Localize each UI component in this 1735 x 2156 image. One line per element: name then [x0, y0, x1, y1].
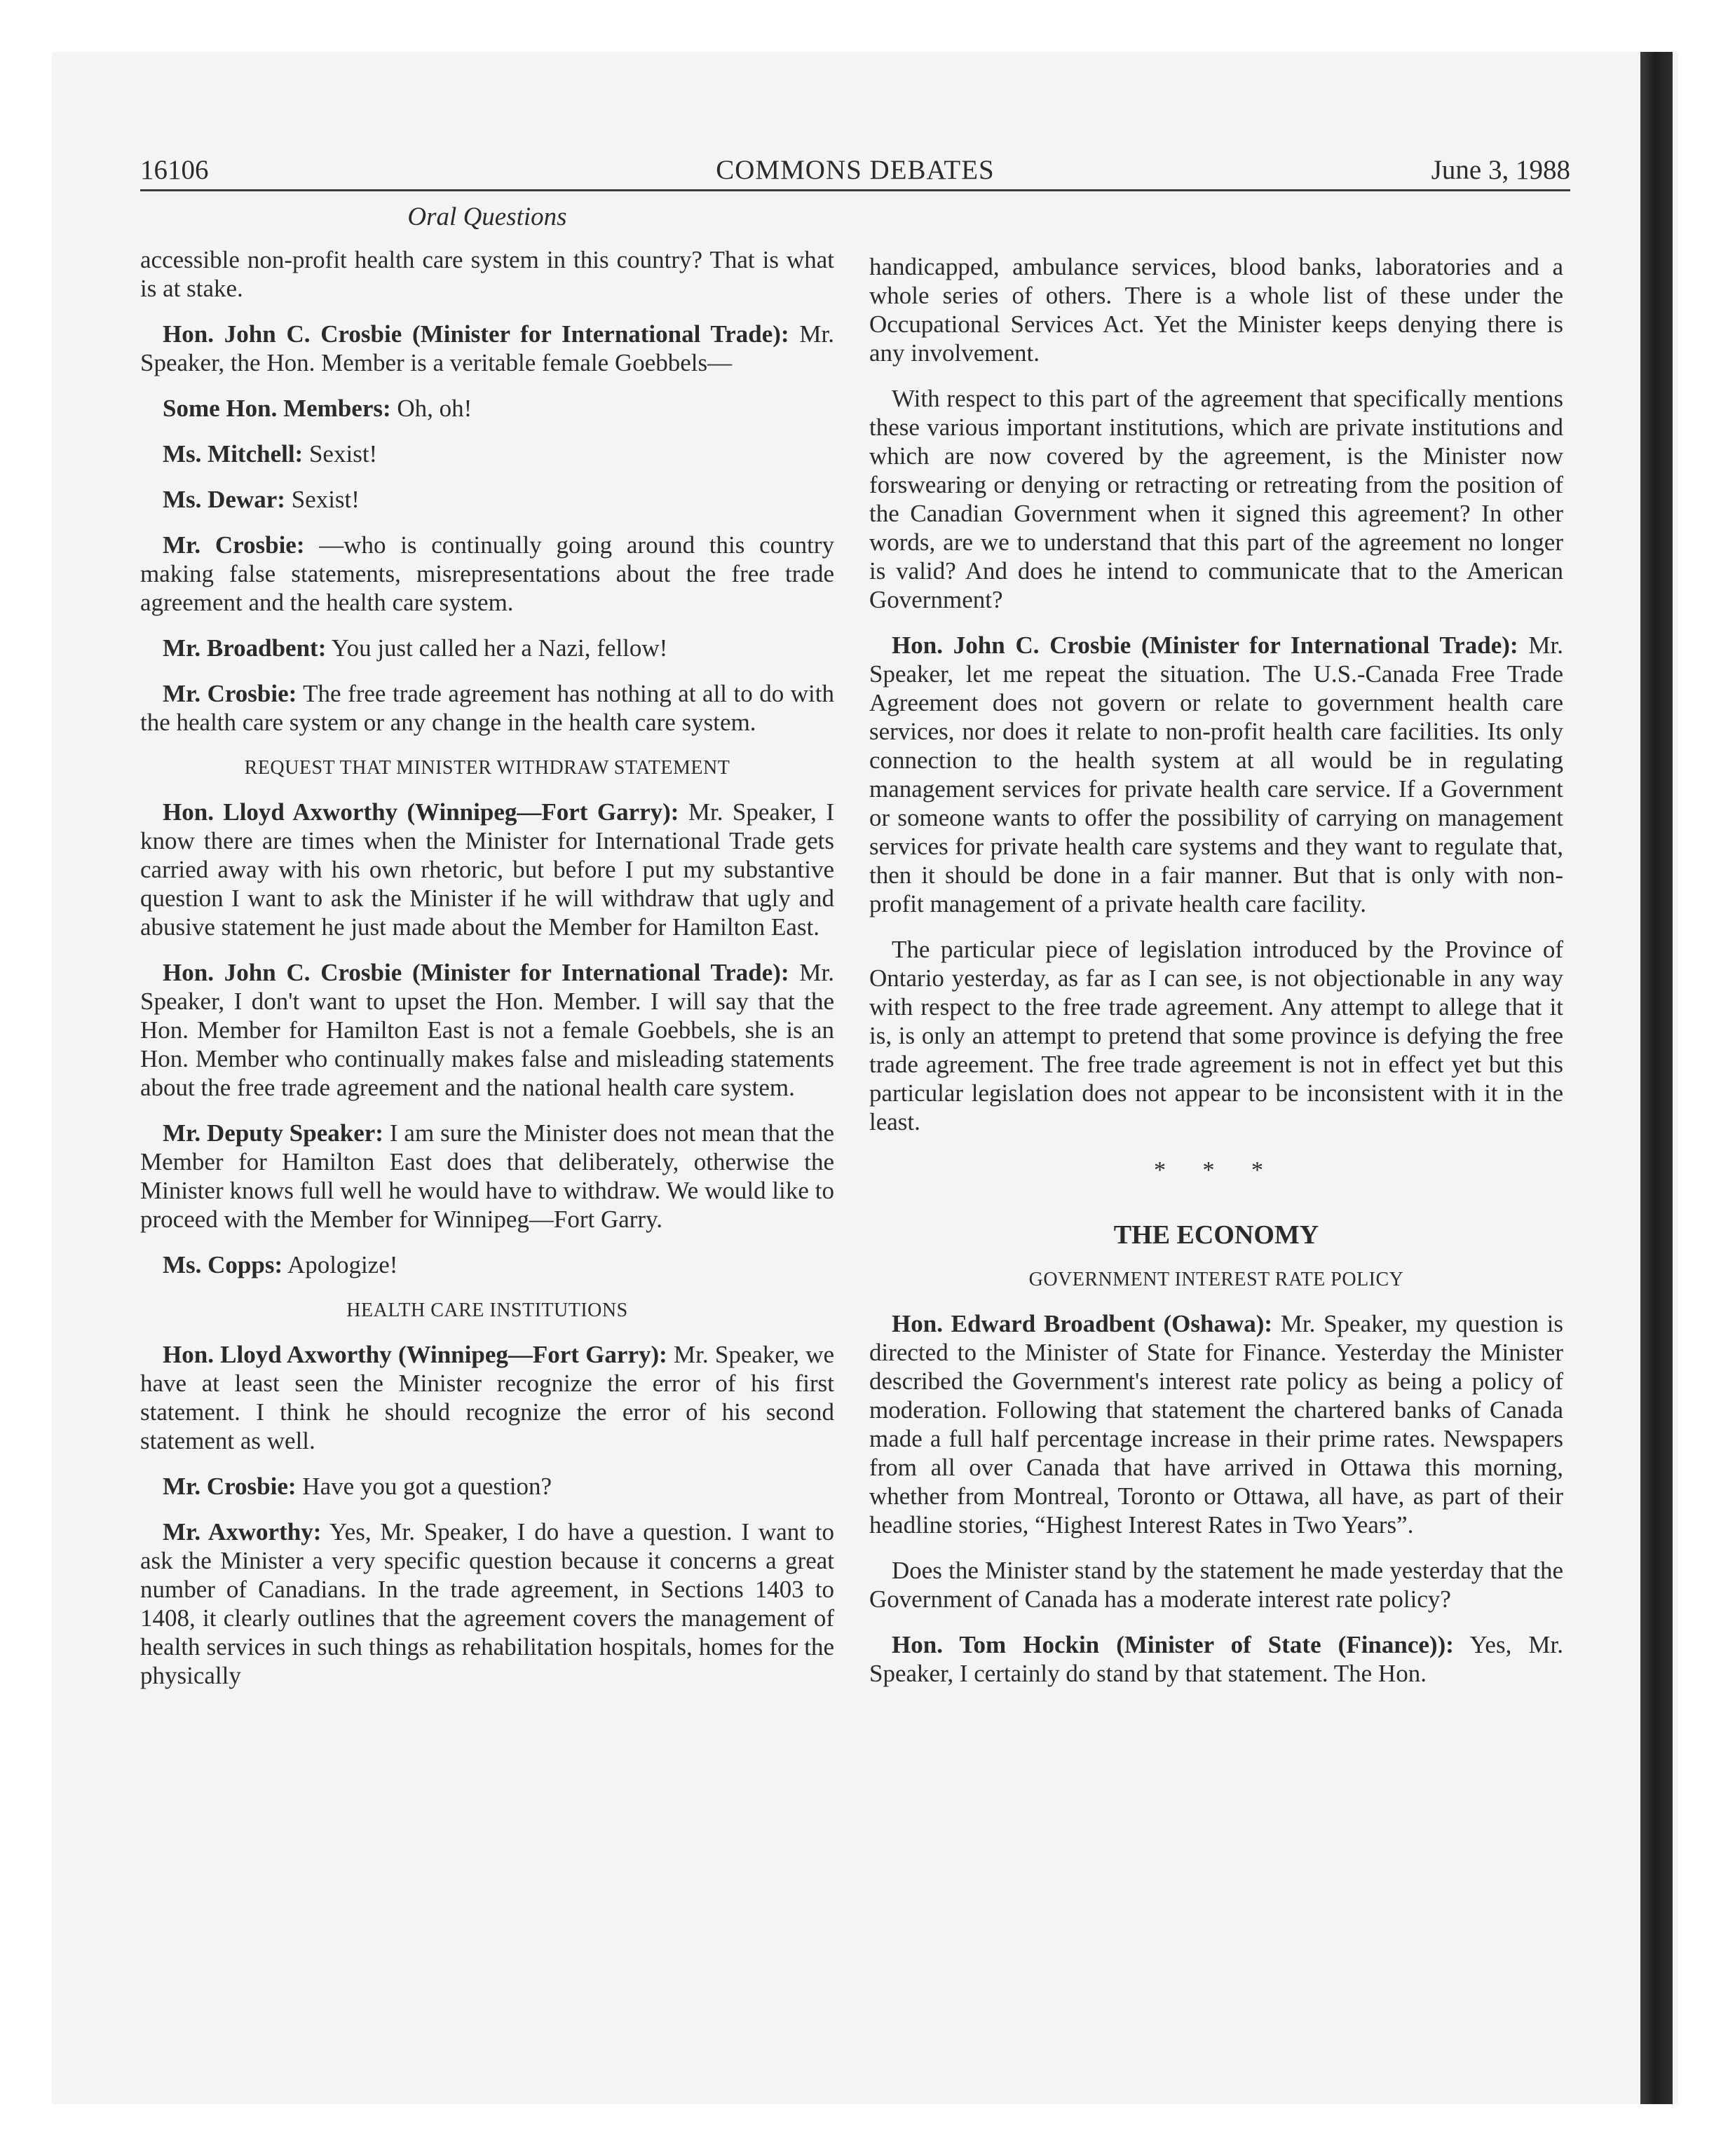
paragraph [140, 958, 834, 1102]
paragraph [140, 394, 834, 423]
speaker-name: Mr. Crosbie: [163, 531, 305, 559]
speaker-name: Mr. Deputy Speaker: [163, 1119, 383, 1147]
page-number: 16106 [140, 155, 209, 185]
paragraph: With respect to this part of the agreement that specifically mentions these various important institutions, which are private institutions and which are now covered by the agreement, is the Minister now forswearing or denying or retracting or retreating from the position of the Canadian Government when it signed this agreement? In other words, are we to understand that this part of the agreement no longer is valid? And does he intend to communicate that to the American Government? [869, 385, 1563, 613]
paragraph: The particular piece of legislation introduced by the Province of Ontario yesterday, as far as I can see, is not objectionable in any way with respect to the free trade agreement. Any attempt to allege that it is, is only an attempt to pretend that some province is defying the free trade agreement. The free trade agreement is not in effect yet but this particular legislation does not appear to be inconsistent with it in the least. [869, 936, 1563, 1135]
speaker-name: Hon. Tom Hockin (Minister of State (Finance)): [892, 1631, 1454, 1658]
paragraph [140, 485, 834, 514]
paragraph: Does the Minister stand by the statement he made yesterday that the Government of Canada has a moderate interest rate policy? [869, 1557, 1563, 1613]
paragraph [140, 1250, 834, 1279]
section-heading: THE ECONOMY [1113, 1220, 1319, 1250]
speech-text: Mr. Speaker, the Hon. Member is a veritable female Goebbels— [140, 320, 834, 376]
paragraph [140, 1119, 834, 1234]
paragraph [140, 320, 834, 377]
speaker-name: Mr. Crosbie: [163, 680, 297, 707]
speech-text: Oh, oh! [390, 395, 472, 422]
speech-text: Mr. Speaker, my question is directed to the Minister of State for Finance. Yesterday the Minister described the Government's interest rate policy as being a policy of moderation. Following that statement the chartered banks of Canada made a full half percentage increase in their prime rates. Newspapers from all over Canada that have arrived in Ottawa this morning, whether from Montreal, Toronto or Ottawa, all have, as part of their headline stories, “Highest Interest Rates in Two Years”. [869, 1310, 1563, 1538]
left-column [140, 245, 834, 1707]
paragraph [140, 1340, 834, 1455]
paragraph [140, 679, 834, 737]
subheading: HEALTH CARE INSTITUTIONS [346, 1299, 628, 1321]
speaker-name: Hon. Edward Broadbent (Oshawa): [892, 1310, 1273, 1337]
speech-text: Sexist! [303, 440, 378, 468]
paragraph [140, 439, 834, 468]
speaker-name: Some Hon. Members: [163, 395, 391, 422]
speaker-name: Mr. Broadbent: [163, 634, 327, 662]
speaker-name: Ms. Mitchell: [163, 440, 304, 468]
paragraph [140, 634, 834, 662]
binding-edge [1640, 52, 1673, 2104]
publication-date: June 3, 1988 [1431, 155, 1570, 185]
paragraph: accessible non-profit health care system in this country? That is what is at stake. [140, 246, 834, 302]
speech-text: Apologize! [283, 1251, 398, 1278]
page-header [140, 150, 1570, 191]
publication-title: COMMONS DEBATES [716, 155, 995, 185]
paragraph: handicapped, ambulance services, blood banks, laboratories and a whole series of others. There is a whole list of these under the Occupational Services Act. Yet the Minister keeps denying there is any involvement. [869, 253, 1563, 367]
speech-text: Have you got a question? [296, 1473, 552, 1500]
speech-text: Sexist! [285, 486, 360, 513]
speaker-name: Hon. Lloyd Axworthy (Winnipeg—Fort Garry): [163, 798, 679, 826]
speaker-name: Mr. Axworthy: [163, 1518, 322, 1546]
speaker-name: Hon. Lloyd Axworthy (Winnipeg—Fort Garry): [163, 1341, 667, 1368]
speaker-name: Ms. Copps: [163, 1251, 283, 1278]
speech-text: Yes, Mr. Speaker, I certainly do stand by that statement. The Hon. [869, 1631, 1563, 1687]
paragraph [140, 798, 834, 941]
section-label: Oral Questions [407, 203, 567, 231]
speech-text: I am sure the Minister does not mean that the Member for Hamilton East does that deliberately, otherwise the Minister knows full well he would have to withdraw. We would like to proceed with the Member for Winnipeg—Fort Garry. [140, 1119, 834, 1233]
speech-text: —who is continually going around this country making false statements, misrepresentations about the free trade agreement and the health care system. [140, 531, 834, 616]
paragraph [140, 1517, 834, 1690]
speaker-name: Ms. Dewar: [163, 486, 285, 513]
paragraph [869, 631, 1563, 918]
subheading: REQUEST THAT MINISTER WITHDRAW STATEMENT [244, 757, 730, 779]
speech-text: Mr. Speaker, we have at least seen the Minister recognize the error of his first statement. I think he should recognize the error of his second statement as well. [140, 1341, 834, 1454]
speaker-name: Hon. John C. Crosbie (Minister for International Trade): [163, 959, 789, 986]
speaker-name: Mr. Crosbie: [163, 1473, 297, 1500]
right-column [869, 252, 1563, 1705]
subheading: GOVERNMENT INTEREST RATE POLICY [1028, 1269, 1404, 1290]
speech-text: Mr. Speaker, let me repeat the situation. The U.S.-Canada Free Trade Agreement does not govern or relate to government health care services, nor does it relate to non-profit health care facilities. Its only connection to the health system at all would be in regulating management services for private health care service. If a Government or someone wants to offer the possibility of carrying on management services for private health care systems and they want to regulate that, then it should be done in a fair manner. But that is only with non-profit management of a private health care facility. [869, 632, 1563, 917]
paragraph [869, 1630, 1563, 1688]
paragraph [869, 1309, 1563, 1539]
section-divider: * * * [1154, 1157, 1279, 1183]
speaker-name: Hon. John C. Crosbie (Minister for International Trade): [892, 632, 1518, 659]
speech-text: Yes, Mr. Speaker, I do have a question. I want to ask the Minister a very specific question because it concerns a great number of Canadians. In the trade agreement, in Sections 1403 to 1408, it clearly outlines that the agreement covers the management of health services in such things as rehabilitation hospitals, homes for the physically [140, 1518, 835, 1689]
paragraph [140, 531, 834, 617]
speech-text: Mr. Speaker, I don't want to upset the Hon. Member. I will say that the Hon. Member for Hamilton East is not a female Goebbels, she is an Hon. Member who continually makes false and misleading statements about the free trade agreement and the national health care system. [140, 959, 834, 1101]
speech-text: The free trade agreement has nothing at all to do with the health care system or any change in the health care system. [140, 680, 834, 736]
speech-text: Mr. Speaker, I know there are times when the Minister for International Trade gets carried away with his own rhetoric, but before I put my substantive question I want to ask the Minister if he will withdraw that ugly and abusive statement he just made about the Member for Hamilton East. [140, 798, 834, 941]
speaker-name: Hon. John C. Crosbie (Minister for International Trade): [163, 320, 789, 348]
speech-text: You just called her a Nazi, fellow! [326, 634, 668, 662]
paragraph [140, 1472, 834, 1501]
